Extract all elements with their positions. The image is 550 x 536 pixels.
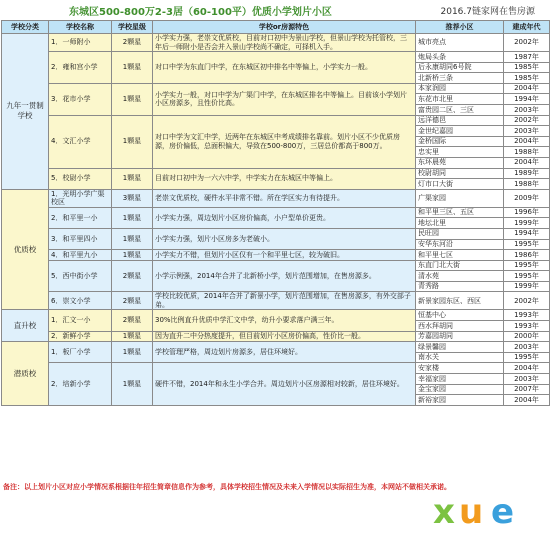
school-name: 2．和平里一小 [49, 207, 112, 228]
community-name: 东环晨苑 [416, 157, 504, 168]
built-year: 1993年 [504, 321, 550, 332]
school-feature: 小学实力强，周边划片小区房价偏高，小户型单价更贵。 [153, 207, 416, 228]
table-row [2, 331, 550, 342]
table-row [2, 342, 550, 353]
school-name: 4．和平里九小 [49, 250, 112, 261]
school-name: 2．雍和宫小学 [49, 52, 112, 84]
school-name: 4．文汇小学 [49, 115, 112, 168]
community-name: 北新桥三条 [416, 73, 504, 84]
built-year: 1996年 [504, 207, 550, 218]
community-name: 绿景馨园 [416, 342, 504, 353]
school-feature: 老崇文优质校，硬件水平非常不错。所在学区实力有待提升。 [153, 189, 416, 207]
table-row [2, 228, 550, 239]
school-level: 2颗星 [112, 260, 153, 292]
community-name: 安家楼 [416, 363, 504, 374]
svg-text:e: e [491, 492, 515, 532]
community-name: 炮局头条 [416, 52, 504, 63]
built-year: 1985年 [504, 62, 550, 73]
built-year: 2004年 [504, 136, 550, 147]
school-name: 1．板厂小学 [49, 342, 112, 363]
col-header-level: 学校星级 [112, 21, 153, 34]
built-year: 2003年 [504, 104, 550, 115]
community-name: 后永康胡同6号院 [416, 62, 504, 73]
built-year: 1994年 [504, 94, 550, 105]
col-header-feature: 学校or房源特色 [153, 21, 416, 34]
built-year: 2003年 [504, 126, 550, 137]
community-name: 东直门北大街 [416, 260, 504, 271]
community-name: 民旺园 [416, 228, 504, 239]
community-name: 西水拜胡同 [416, 321, 504, 332]
community-name: 忠实里 [416, 147, 504, 158]
table-row [2, 292, 550, 310]
community-name: 地坛北里 [416, 218, 504, 229]
community-name: 新景家园东区、西区 [416, 292, 504, 310]
table-row [2, 115, 550, 126]
built-year: 2000年 [504, 331, 550, 342]
school-feature: 目前对口初中为一六六中学，中学实力在东城区中等偏上。 [153, 168, 416, 189]
school-level: 3颗星 [112, 189, 153, 207]
col-header-school: 学校名称 [49, 21, 112, 34]
table-row [2, 189, 550, 207]
category-cell: 九年一贯制学校 [2, 34, 49, 190]
community-name: 新裕家园 [416, 395, 504, 406]
community-name: 东花市北里 [416, 94, 504, 105]
built-year: 1987年 [504, 52, 550, 63]
school-name: 3．和平里四小 [49, 228, 112, 249]
built-year: 1995年 [504, 260, 550, 271]
community-name: 南水关 [416, 352, 504, 363]
built-year: 1999年 [504, 281, 550, 292]
school-feature: 对口中学为东直门中学，在东城区初中排名中等偏上，小学实力一般。 [153, 52, 416, 84]
community-name: 远洋德邑 [416, 115, 504, 126]
school-feature: 学校管理严格，周边划片房源多，居住环境好。 [153, 342, 416, 363]
built-year: 1999年 [504, 218, 550, 229]
school-level: 2颗星 [112, 292, 153, 310]
school-name: 2．培新小学 [49, 363, 112, 405]
school-feature: 学校比较优质，2014年合并了新景小学，划片范围增加，在售房源多，有外交部子弟。 [153, 292, 416, 310]
table-row [2, 52, 550, 63]
built-year: 1988年 [504, 179, 550, 190]
col-header-community: 推荐小区 [416, 21, 504, 34]
school-feature: 30%比例直升优质中学汇文中学，幼升小要求落户满三年。 [153, 310, 416, 331]
table-row [2, 310, 550, 321]
xue-logo [425, 489, 545, 533]
school-feature: 硬件不错，2014年和永生小学合并。周边划片小区房源相对较新，居住环境好。 [153, 363, 416, 405]
community-name: 金世纪嘉园 [416, 126, 504, 137]
school-level: 1颗星 [112, 228, 153, 249]
school-name: 6．崇文小学 [49, 292, 112, 310]
school-feature: 小学示例强，2014年合并了北新桥小学，划片范围增加，在售房源多。 [153, 260, 416, 292]
built-year: 1995年 [504, 239, 550, 250]
built-year: 1994年 [504, 228, 550, 239]
svg-text:x: x [433, 492, 455, 532]
built-year: 2002年 [504, 115, 550, 126]
school-name: 1．一师附小 [49, 34, 112, 52]
table-row [2, 250, 550, 261]
built-year: 2003年 [504, 342, 550, 353]
page-title: 东城区500-800万2-3居（60-100平）优质小学划片小区 [69, 7, 332, 18]
table-row [2, 168, 550, 179]
school-level: 1颗星 [112, 250, 153, 261]
school-level: 2颗星 [112, 310, 153, 331]
school-level: 1颗星 [112, 83, 153, 115]
page [1, 1, 549, 535]
svg-text:u: u [459, 492, 484, 532]
community-name: 金宝家园 [416, 384, 504, 395]
school-feature: 小学实力强，划片小区房多为老破小。 [153, 228, 416, 249]
community-name: 和平里七区 [416, 250, 504, 261]
built-year: 2003年 [504, 374, 550, 385]
built-year: 1985年 [504, 73, 550, 84]
built-year: 1986年 [504, 250, 550, 261]
community-name: 清水苑 [416, 271, 504, 282]
community-name: 金桥国际 [416, 136, 504, 147]
category-cell: 潜质校 [2, 342, 49, 406]
school-table [1, 20, 550, 406]
school-level: 2颗星 [112, 34, 153, 52]
school-level: 1颗星 [112, 168, 153, 189]
built-year: 2009年 [504, 189, 550, 207]
col-header-year: 建成年代 [504, 21, 550, 34]
school-feature: 小学实力强，老崇文优质校，目前对口初中为景山学校，但景山学校为托管校，三年后一师附小是否会并入景山学校尚不确定，可择机入手。 [153, 34, 416, 52]
footer-note: 备注：以上划片小区对应小学情况系根据往年招生简章信息作为参考，具体学校招生情况及未来入学情况以实际招生为准，本网站不做相关承诺。 [3, 483, 451, 491]
built-year: 2004年 [504, 363, 550, 374]
built-year: 2002年 [504, 292, 550, 310]
col-header-category: 学校分类 [2, 21, 49, 34]
built-year: 2004年 [504, 395, 550, 406]
school-feature: 因为直升二中分热度提升，但目前划片小区房价偏高，性价比一般。 [153, 331, 416, 342]
school-name: 2．新鲜小学 [49, 331, 112, 342]
school-feature: 对口中学为文汇中学，近两年在东城区中考成绩排名靠前。划片小区不少优质房源，房价偏低，总面积偏大，导致在500-800万，三居总价都高于800万。 [153, 115, 416, 168]
built-year: 2004年 [504, 157, 550, 168]
built-year: 2002年 [504, 34, 550, 52]
table-row [2, 83, 550, 94]
built-year: 1993年 [504, 310, 550, 321]
school-name: 5．校尉小学 [49, 168, 112, 189]
table-row [2, 34, 550, 52]
table-row [2, 207, 550, 218]
category-cell: 直升校 [2, 310, 49, 342]
source-date: 2016.7链家网在售房源 [440, 7, 535, 17]
school-feature: 小学实力一般，对口中学为广渠门中学，在东城区排名中等偏上。目前该小学划片小区房源多，且性价比高。 [153, 83, 416, 115]
built-year: 1988年 [504, 147, 550, 158]
school-level: 1颗星 [112, 52, 153, 84]
school-feature: 小学实力不错，但划片小区仅有一个和平里七区，较为破旧。 [153, 250, 416, 261]
built-year: 1995年 [504, 271, 550, 282]
community-name: 和平里三区、五区 [416, 207, 504, 218]
school-name: 5．西中街小学 [49, 260, 112, 292]
built-year: 1989年 [504, 168, 550, 179]
table-row [2, 260, 550, 271]
community-name: 安华东河沿 [416, 239, 504, 250]
school-level: 1颗星 [112, 331, 153, 342]
school-level: 1颗星 [112, 115, 153, 168]
community-name: 幸福家园 [416, 374, 504, 385]
title-bar [1, 1, 549, 19]
built-year: 2007年 [504, 384, 550, 395]
community-name: 富贵园二区、三区 [416, 104, 504, 115]
community-name: 芳嘉园胡同 [416, 331, 504, 342]
school-level: 1颗星 [112, 363, 153, 405]
table-row [2, 363, 550, 374]
built-year: 2004年 [504, 83, 550, 94]
school-name: 1．汇文一小 [49, 310, 112, 331]
community-name: 青秀路 [416, 281, 504, 292]
school-name: 3．花市小学 [49, 83, 112, 115]
community-name: 广渠家园 [416, 189, 504, 207]
community-name: 校尉胡同 [416, 168, 504, 179]
school-level: 1颗星 [112, 342, 153, 363]
community-name: 恒基中心 [416, 310, 504, 321]
community-name: 灯市口大街 [416, 179, 504, 190]
category-cell: 优质校 [2, 189, 49, 310]
community-name: 城市亮点 [416, 34, 504, 52]
table-header-row [2, 21, 550, 34]
school-name: 1．光明小学广渠校区 [49, 189, 112, 207]
built-year: 1995年 [504, 352, 550, 363]
community-name: 本家润园 [416, 83, 504, 94]
school-level: 1颗星 [112, 207, 153, 228]
